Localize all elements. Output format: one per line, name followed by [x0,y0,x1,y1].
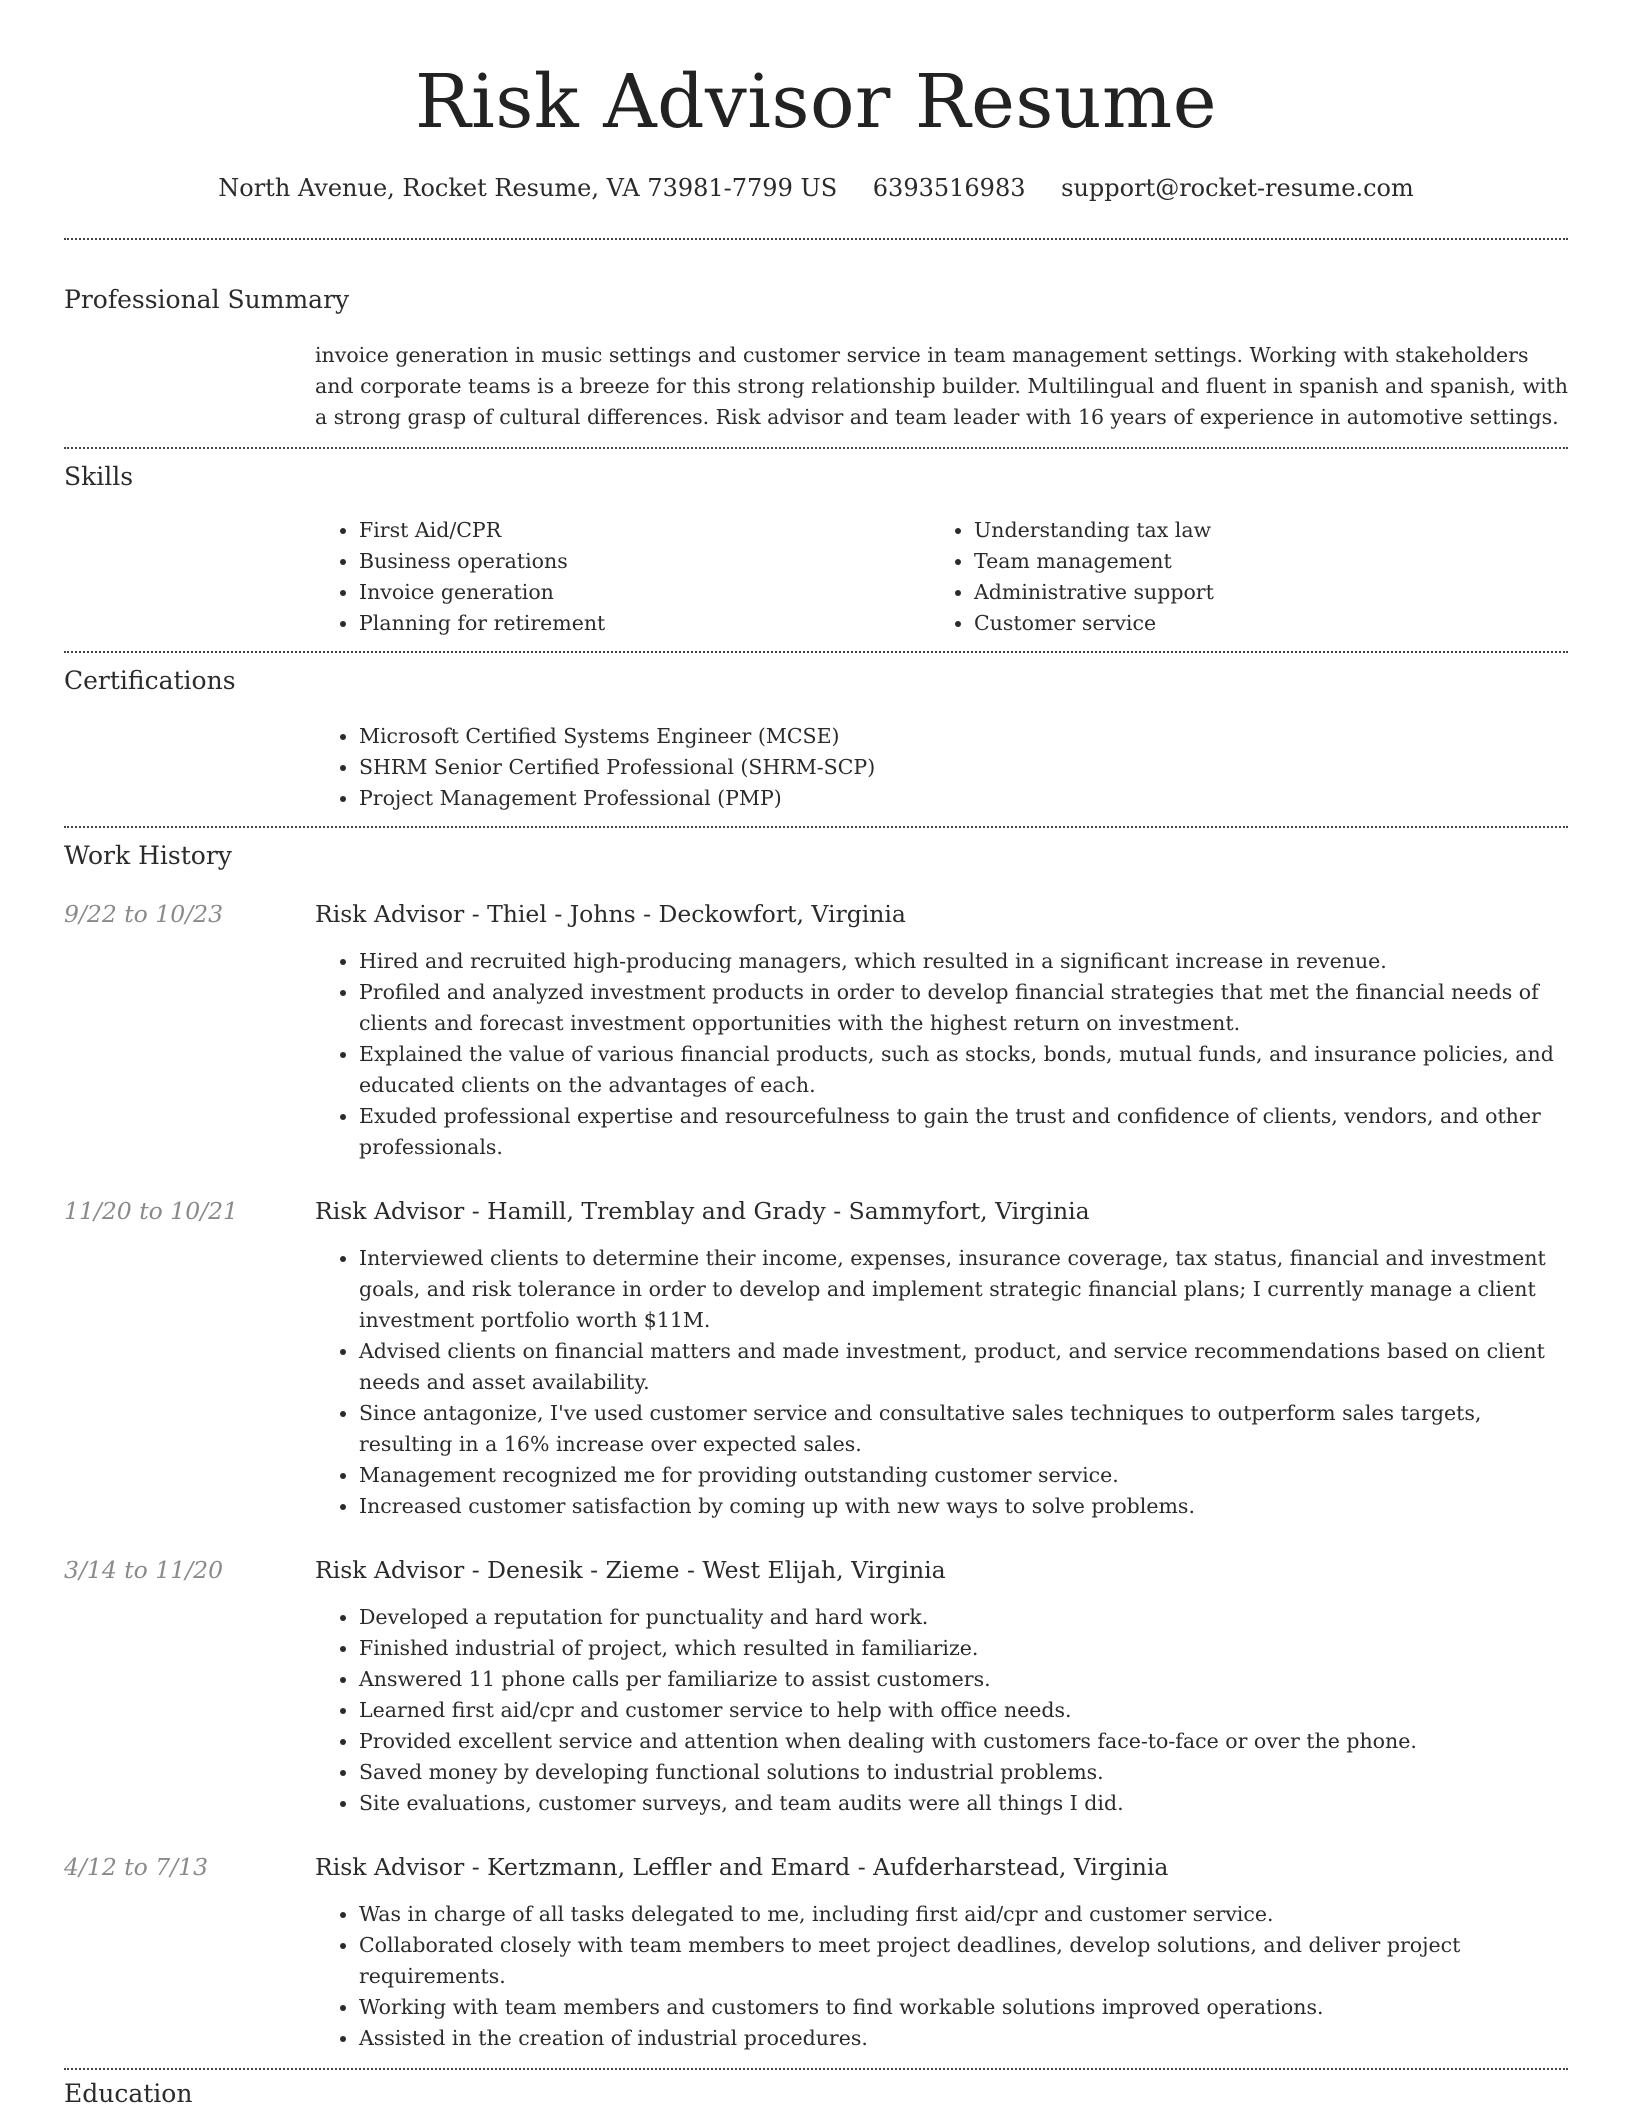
job-bullets [315,1899,1568,2054]
skills-list-left [315,515,930,639]
job-bullet: • Finished industrial of project, which resulted in familiarize. [359,1633,1568,1664]
job-body [315,898,1568,1163]
certifications-block [315,721,1568,826]
job-bullet: • Interviewed clients to determine their income, expenses, insurance coverage, tax status, financial and investment goals, and risk tolerance in order to develop and implement strategic financial plans; I currently manage a client investment portfolio worth $11M. [359,1243,1568,1336]
job-bullet: • Working with team members and customers to find workable solutions improved operations. [359,1992,1568,2023]
job-bullet: • Answered 11 phone calls per familiarize to assist customers. [359,1664,1568,1695]
work-history-heading: Work History [64,841,232,870]
certifications-section [64,653,1568,826]
job-bullets [315,946,1568,1163]
job-body [315,1554,1568,1819]
skill-item: • Team management [974,546,1568,577]
job-entry [64,898,1568,1163]
job-bullets [315,1602,1568,1819]
contact-phone: 6393516983 [872,174,1026,202]
job-bullet: • Provided excellent service and attention when dealing with customers face-to-face or over the phone. [359,1726,1568,1757]
job-bullet: • Exuded professional expertise and resourcefulness to gain the trust and confidence of clients, vendors, and other professionals. [359,1101,1568,1163]
job-title: Risk Advisor - Denesik - Zieme - West Elijah, Virginia [315,1556,946,1584]
job-body [315,1851,1568,2054]
job-date: 4/12 to 7/13 [64,1853,209,1881]
job-bullet: • Since antagonize, I've used customer service and consultative sales techniques to outperform sales targets, resulting in a 16% increase over expected sales. [359,1398,1568,1460]
resume-title: Risk Advisor Resume [414,59,1218,145]
skill-item: • Invoice generation [359,577,930,608]
summary-text: invoice generation in music settings and customer service in team management settings. Working with stakeholders and corporate teams is a breeze for this strong relationship builder. Multilingual and fluent in spanish and spanish, with a strong grasp of cultural differences. Risk advisor and team leader with 16 years of experience in automotive settings. [315,343,1568,429]
work-history-section [64,828,1568,2068]
job-bullet: • Advised clients on financial matters and made investment, product, and service recommendations based on client needs and asset availability. [359,1336,1568,1398]
job-date: 11/20 to 10/21 [64,1197,238,1225]
contact-line [64,172,1568,204]
job-entry [64,1851,1568,2054]
job-bullet: • Developed a reputation for punctuality and hard work. [359,1602,1568,1633]
contact-address: North Avenue, Rocket Resume, VA 73981-7799 US [218,174,838,202]
job-bullet: • Collaborated closely with team members to meet project deadlines, develop solutions, and deliver project requirements. [359,1930,1568,1992]
job-title: Risk Advisor - Hamill, Tremblay and Grady - Sammyfort, Virginia [315,1197,1090,1225]
summary-section [64,240,1568,447]
job-bullet: • Learned first aid/cpr and customer service to help with office needs. [359,1695,1568,1726]
job-title: Risk Advisor - Thiel - Johns - Deckowfort, Virginia [315,900,906,928]
job-bullet: • Was in charge of all tasks delegated to me, including first aid/cpr and customer service. [359,1899,1568,1930]
job-bullet: • Saved money by developing functional solutions to industrial problems. [359,1757,1568,1788]
skills-heading: Skills [64,462,134,491]
job-body [315,1195,1568,1522]
skill-item: • First Aid/CPR [359,515,930,546]
job-title: Risk Advisor - Kertzmann, Leffler and Emard - Aufderharstead, Virginia [315,1853,1169,1881]
resume-page [64,0,1568,2110]
skill-item: • Planning for retirement [359,608,930,639]
skills-grid [315,515,1568,651]
job-bullet: • Assisted in the creation of industrial procedures. [359,2023,1568,2054]
job-date: 3/14 to 11/20 [64,1556,224,1584]
skills-list-right [930,515,1568,639]
certification-item: • Project Management Professional (PMP) [359,783,1568,814]
certification-item: • Microsoft Certified Systems Engineer (MCSE) [359,721,1568,752]
skill-item: • Customer service [974,608,1568,639]
job-bullet: • Explained the value of various financial products, such as stocks, bonds, mutual funds, and insurance policies, and educated clients on the advantages of each. [359,1039,1568,1101]
skills-section [64,449,1568,651]
job-date: 9/22 to 10/23 [64,900,224,928]
job-entry [64,1195,1568,1522]
work-history-divider [64,2068,1568,2070]
education-heading: Education [64,2079,193,2108]
job-entry [64,1554,1568,1819]
job-bullet: • Management recognized me for providing outstanding customer service. [359,1460,1568,1491]
contact-email: support@rocket-resume.com [1061,174,1414,202]
skill-item: • Business operations [359,546,930,577]
skill-item: • Administrative support [974,577,1568,608]
job-bullet: • Profiled and analyzed investment products in order to develop financial strategies that met the financial needs of clients and forecast investment opportunities with the highest return on investment. [359,977,1568,1039]
certifications-heading: Certifications [64,666,236,695]
job-bullet: • Increased customer satisfaction by coming up with new ways to solve problems. [359,1491,1568,1522]
certification-item: • SHRM Senior Certified Professional (SHRM-SCP) [359,752,1568,783]
job-bullets [315,1243,1568,1522]
job-bullet: • Site evaluations, customer surveys, and team audits were all things I did. [359,1788,1568,1819]
summary-heading: Professional Summary [64,285,350,314]
skill-item: • Understanding tax law [974,515,1568,546]
job-bullet: • Hired and recruited high-producing managers, which resulted in a significant increase in revenue. [359,946,1568,977]
certifications-list [315,721,1568,814]
